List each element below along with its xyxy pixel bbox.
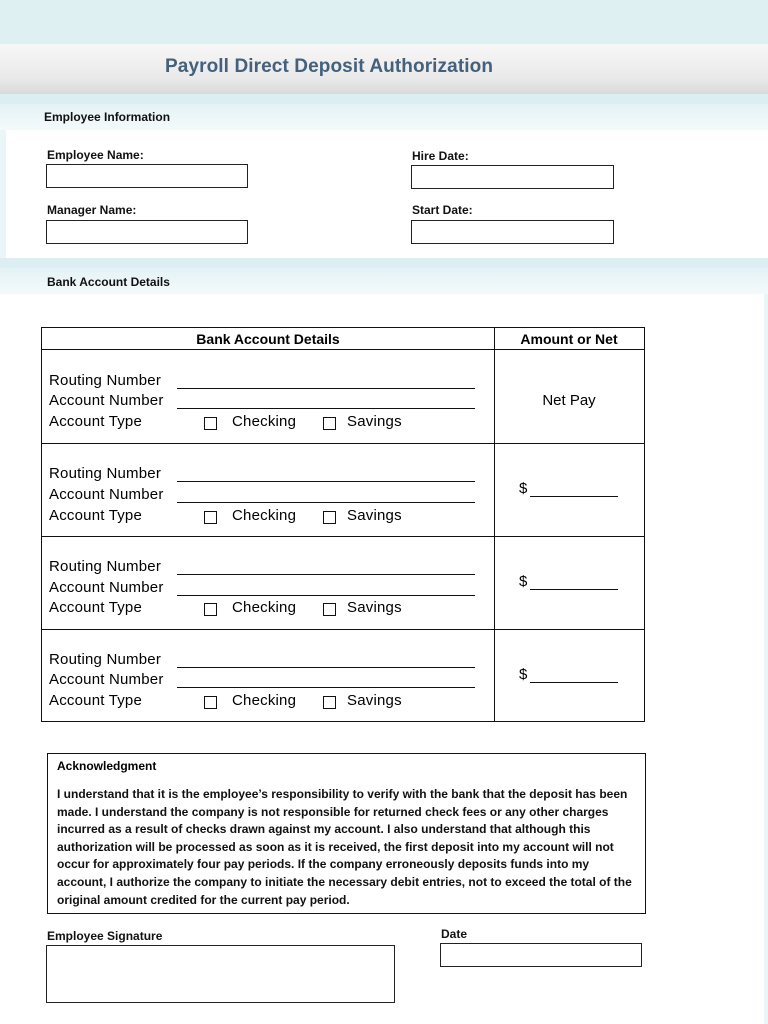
acknowledgment-box <box>47 753 646 914</box>
amount-net-pay: Net Pay <box>542 392 596 409</box>
employee-name-field[interactable] <box>46 164 248 188</box>
title-underband <box>0 94 768 104</box>
checking-label: Checking <box>232 599 297 616</box>
checking-label: Checking <box>232 507 297 524</box>
bank-account-row <box>42 443 644 536</box>
top-band <box>0 0 768 44</box>
acknowledgment-title: Acknowledgment <box>57 759 157 773</box>
employee-name-label: Employee Name: <box>47 148 144 162</box>
amount-dollar-sign: $ <box>519 573 528 590</box>
bank-account-row <box>42 536 644 629</box>
routing-number-field[interactable] <box>177 387 475 389</box>
date-label: Date <box>441 927 468 941</box>
routing-number-field[interactable] <box>177 666 475 668</box>
table-header-bank-details: Bank Account Details <box>196 331 340 347</box>
savings-label: Savings <box>347 413 402 430</box>
checking-label: Checking <box>232 413 297 430</box>
left-tint <box>0 130 6 258</box>
checking-checkbox[interactable] <box>204 511 217 524</box>
account-number-label: Account Number <box>49 392 164 409</box>
bank-section-label: Bank Account Details <box>47 275 170 289</box>
amount-field[interactable] <box>530 589 618 590</box>
amount-dollar-sign: $ <box>519 480 528 497</box>
account-number-label: Account Number <box>49 486 164 503</box>
bank-account-table <box>41 327 645 722</box>
hire-date-field[interactable] <box>411 165 614 189</box>
manager-name-field[interactable] <box>46 220 248 244</box>
date-field[interactable] <box>440 943 642 967</box>
savings-checkbox[interactable] <box>323 417 336 430</box>
savings-checkbox[interactable] <box>323 511 336 524</box>
checking-checkbox[interactable] <box>204 603 217 616</box>
account-type-label: Account Type <box>49 507 143 524</box>
bank-account-row <box>42 629 644 721</box>
account-type-label: Account Type <box>49 599 143 616</box>
employee-info-section-label: Employee Information <box>44 110 171 124</box>
right-tint <box>764 294 768 1024</box>
routing-number-label: Routing Number <box>49 558 162 575</box>
account-number-field[interactable] <box>177 686 475 688</box>
savings-label: Savings <box>347 599 402 616</box>
page-title: Payroll Direct Deposit Authorization <box>165 56 494 77</box>
savings-label: Savings <box>347 692 402 709</box>
employee-signature-field[interactable] <box>46 945 395 1003</box>
checking-checkbox[interactable] <box>204 696 217 709</box>
account-number-label: Account Number <box>49 579 164 596</box>
bank-account-row <box>42 350 644 443</box>
table-header-row <box>42 328 644 350</box>
routing-number-label: Routing Number <box>49 465 162 482</box>
employee-signature-label: Employee Signature <box>47 929 163 943</box>
checking-label: Checking <box>232 692 297 709</box>
hire-date-label: Hire Date: <box>412 149 469 163</box>
amount-dollar-sign: $ <box>519 666 528 683</box>
table-header-amount: Amount or Net <box>520 331 618 347</box>
routing-number-label: Routing Number <box>49 651 162 668</box>
start-date-field[interactable] <box>411 220 614 244</box>
amount-field[interactable] <box>530 682 618 683</box>
account-type-label: Account Type <box>49 413 143 430</box>
routing-number-field[interactable] <box>177 573 475 575</box>
routing-number-field[interactable] <box>177 480 475 482</box>
acknowledgment-text: I understand that it is the employee’s responsibility to verify with the bank that the deposit has been made. I understand the company is not responsible for returned check fees or any other charges incurred as a result of checks drawn against my account. I also understand that although this authorization will be processed as soon as it is received, the first deposit into my account will not occur for approximately four pay periods. If the company erroneously deposits funds into my account, I authorize the company to initiate the necessary debit entries, not to exceed the total of the original amount credited for the current pay period. <box>57 787 632 907</box>
savings-label: Savings <box>347 507 402 524</box>
section-divider-band <box>0 258 768 268</box>
savings-checkbox[interactable] <box>323 696 336 709</box>
amount-field[interactable] <box>530 496 618 497</box>
start-date-label: Start Date: <box>412 203 473 217</box>
account-number-field[interactable] <box>177 501 475 503</box>
manager-name-label: Manager Name: <box>47 203 137 217</box>
account-number-field[interactable] <box>177 407 475 409</box>
account-type-label: Account Type <box>49 692 143 709</box>
routing-number-label: Routing Number <box>49 372 162 389</box>
savings-checkbox[interactable] <box>323 603 336 616</box>
checking-checkbox[interactable] <box>204 417 217 430</box>
account-number-field[interactable] <box>177 594 475 596</box>
account-number-label: Account Number <box>49 671 164 688</box>
